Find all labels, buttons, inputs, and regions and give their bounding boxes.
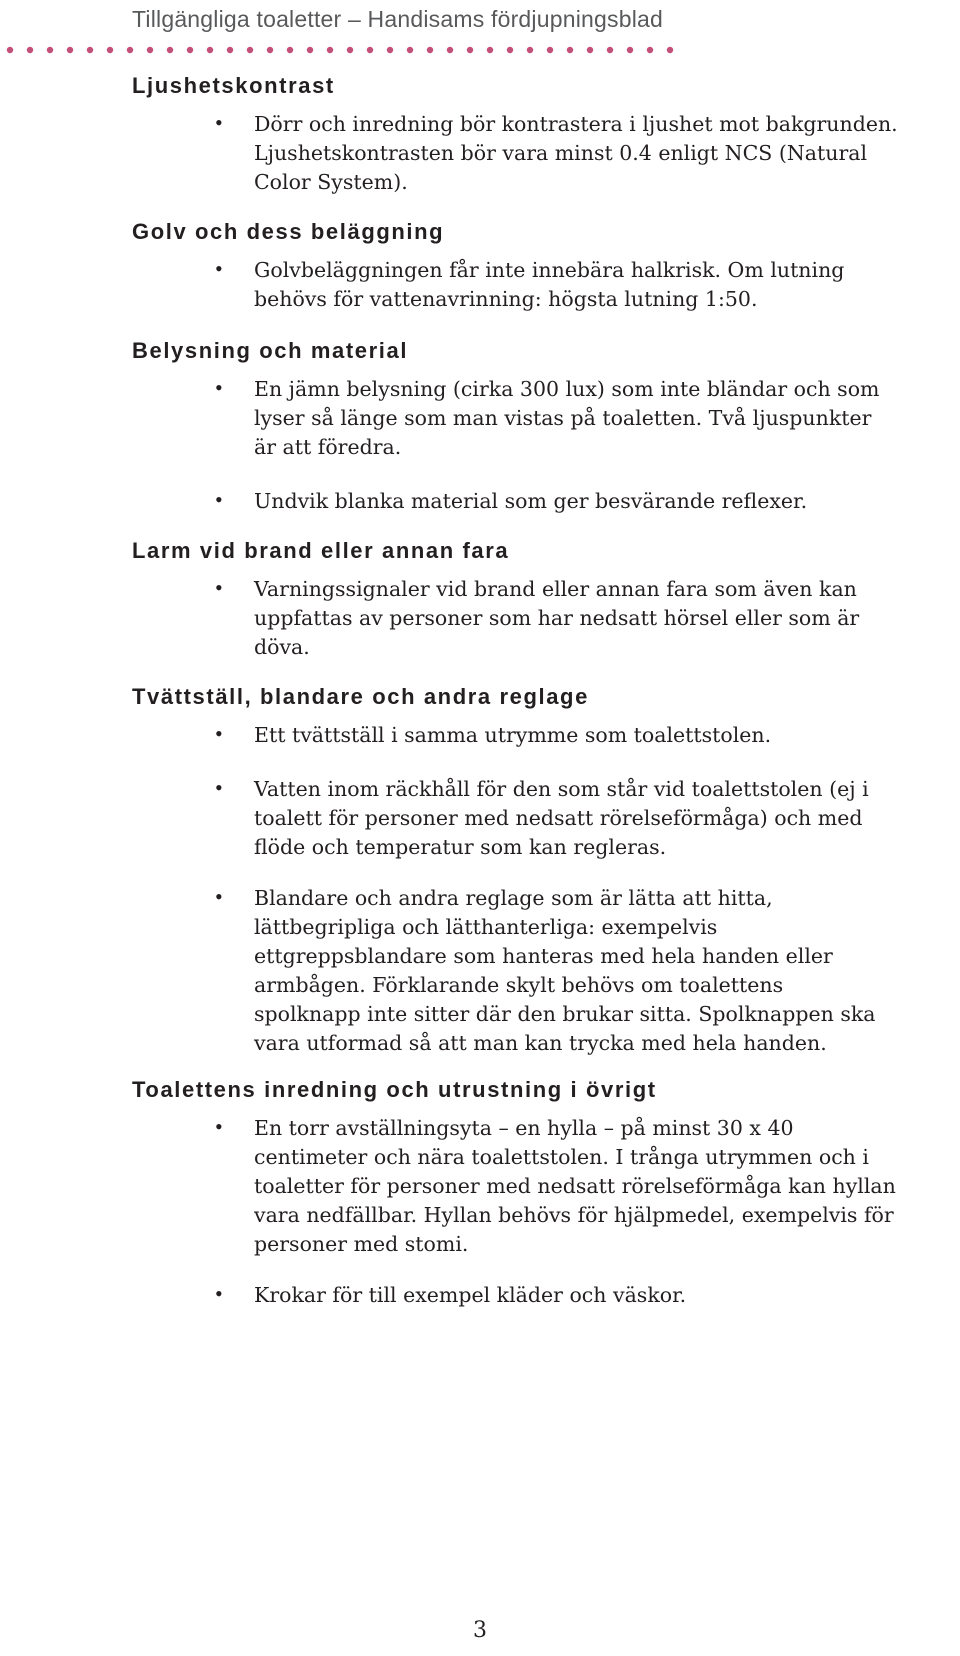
bullet-icon: • (215, 487, 223, 512)
rule-dot (387, 47, 393, 53)
bullet-text: Krokar för till exempel kläder och väskor. (254, 1283, 687, 1307)
bullet-text: Vatten inom räckhåll för den som står vid toalettstolen (ej i toalett för personer med nedsatt rörelseförmåga) och med flöde och temperatur som kan regleras. (254, 777, 869, 859)
rule-dot (507, 47, 513, 53)
rule-dot (47, 47, 53, 53)
bullet-icon: • (215, 256, 223, 281)
rule-dot (307, 47, 313, 53)
rule-dot (607, 47, 613, 53)
rule-dot (647, 47, 653, 53)
running-header: Tillgängliga toaletter – Handisams fördjupningsblad (132, 6, 663, 32)
rule-dot (367, 47, 373, 53)
rule-dot (447, 47, 453, 53)
rule-dot (407, 47, 413, 53)
bullet-icon: • (215, 1114, 223, 1139)
rule-dot (107, 47, 113, 53)
bullet-text: Varningssignaler vid brand eller annan fara som även kan uppfattas av personer som har nedsatt hörsel eller som är döva. (254, 577, 860, 659)
rule-dot (287, 47, 293, 53)
rule-dot (567, 47, 573, 53)
rule-dot (527, 47, 533, 53)
rule-dot (467, 47, 473, 53)
rule-dot (327, 47, 333, 53)
rule-dot (187, 47, 193, 53)
bullet-icon: • (215, 884, 223, 909)
rule-dot (167, 47, 173, 53)
bullet-text: Blandare och andra reglage som är lätta att hitta, lättbegripliga och lätthanterliga: exempelvis ettgreppsblandare som hanteras med hela handen eller armbågen. Förklarande skylt behövs om toalettens spolknapp inte sitter där den brukar sitta. Spolknappen ska vara utformad så att man kan trycka med hela handen. (254, 886, 876, 1055)
section-heading: Golv och dess beläggning (132, 219, 445, 244)
rule-dot (267, 47, 273, 53)
rule-dot (667, 47, 673, 53)
section-heading: Larm vid brand eller annan fara (132, 538, 510, 563)
rule-dot (67, 47, 73, 53)
bullet-icon: • (215, 110, 223, 135)
rule-dot (147, 47, 153, 53)
bullet-text: En jämn belysning (cirka 300 lux) som inte bländar och som lyser så länge som man vistas på toaletten. Två ljuspunkter är att föredra. (254, 377, 880, 459)
bullet-icon: • (215, 375, 223, 400)
rule-dot (27, 47, 33, 53)
rule-dot (87, 47, 93, 53)
rule-dot (127, 47, 133, 53)
rule-dot (487, 47, 493, 53)
bullet-icon: • (215, 1281, 223, 1306)
page-number: 3 (473, 1618, 487, 1643)
rule-dot (227, 47, 233, 53)
bullet-text: Dörr och inredning bör kontrastera i ljushet mot bakgrunden. Ljushetskontrasten bör vara minst 0.4 enligt NCS (Natural Color System). (254, 112, 898, 194)
bullet-text: En torr avställningsyta – en hylla – på minst 30 x 40 centimeter och nära toalettstolen. I trånga utrymmen och i toaletter för personer med nedsatt rörelseförmåga kan hyllan vara nedfällbar. Hyllan behövs för hjälpmedel, exempelvis för personer med stomi. (254, 1116, 896, 1256)
bullet-text: Ett tvättställ i samma utrymme som toalettstolen. (254, 723, 772, 747)
rule-dot (587, 47, 593, 53)
rule-dot (347, 47, 353, 53)
rule-dot (207, 47, 213, 53)
section-heading: Tvättställ, blandare och andra reglage (132, 684, 589, 709)
rule-dot (7, 47, 13, 53)
bullet-text: Golvbeläggningen får inte innebära halkrisk. Om lutning behövs för vattenavrinning: högsta lutning 1:50. (254, 258, 845, 311)
bullet-icon: • (215, 575, 223, 600)
rule-dot (427, 47, 433, 53)
section-heading: Belysning och material (132, 338, 409, 363)
rule-dot (547, 47, 553, 53)
section-heading: Ljushetskontrast (132, 73, 335, 98)
rule-dot (247, 47, 253, 53)
rule-dot (627, 47, 633, 53)
bullet-text: Undvik blanka material som ger besvärande reflexer. (254, 489, 808, 513)
bullet-icon: • (215, 775, 223, 800)
section-heading: Toalettens inredning och utrustning i övrigt (132, 1077, 657, 1102)
dotted-rule (6, 44, 706, 56)
bullet-icon: • (215, 721, 223, 746)
